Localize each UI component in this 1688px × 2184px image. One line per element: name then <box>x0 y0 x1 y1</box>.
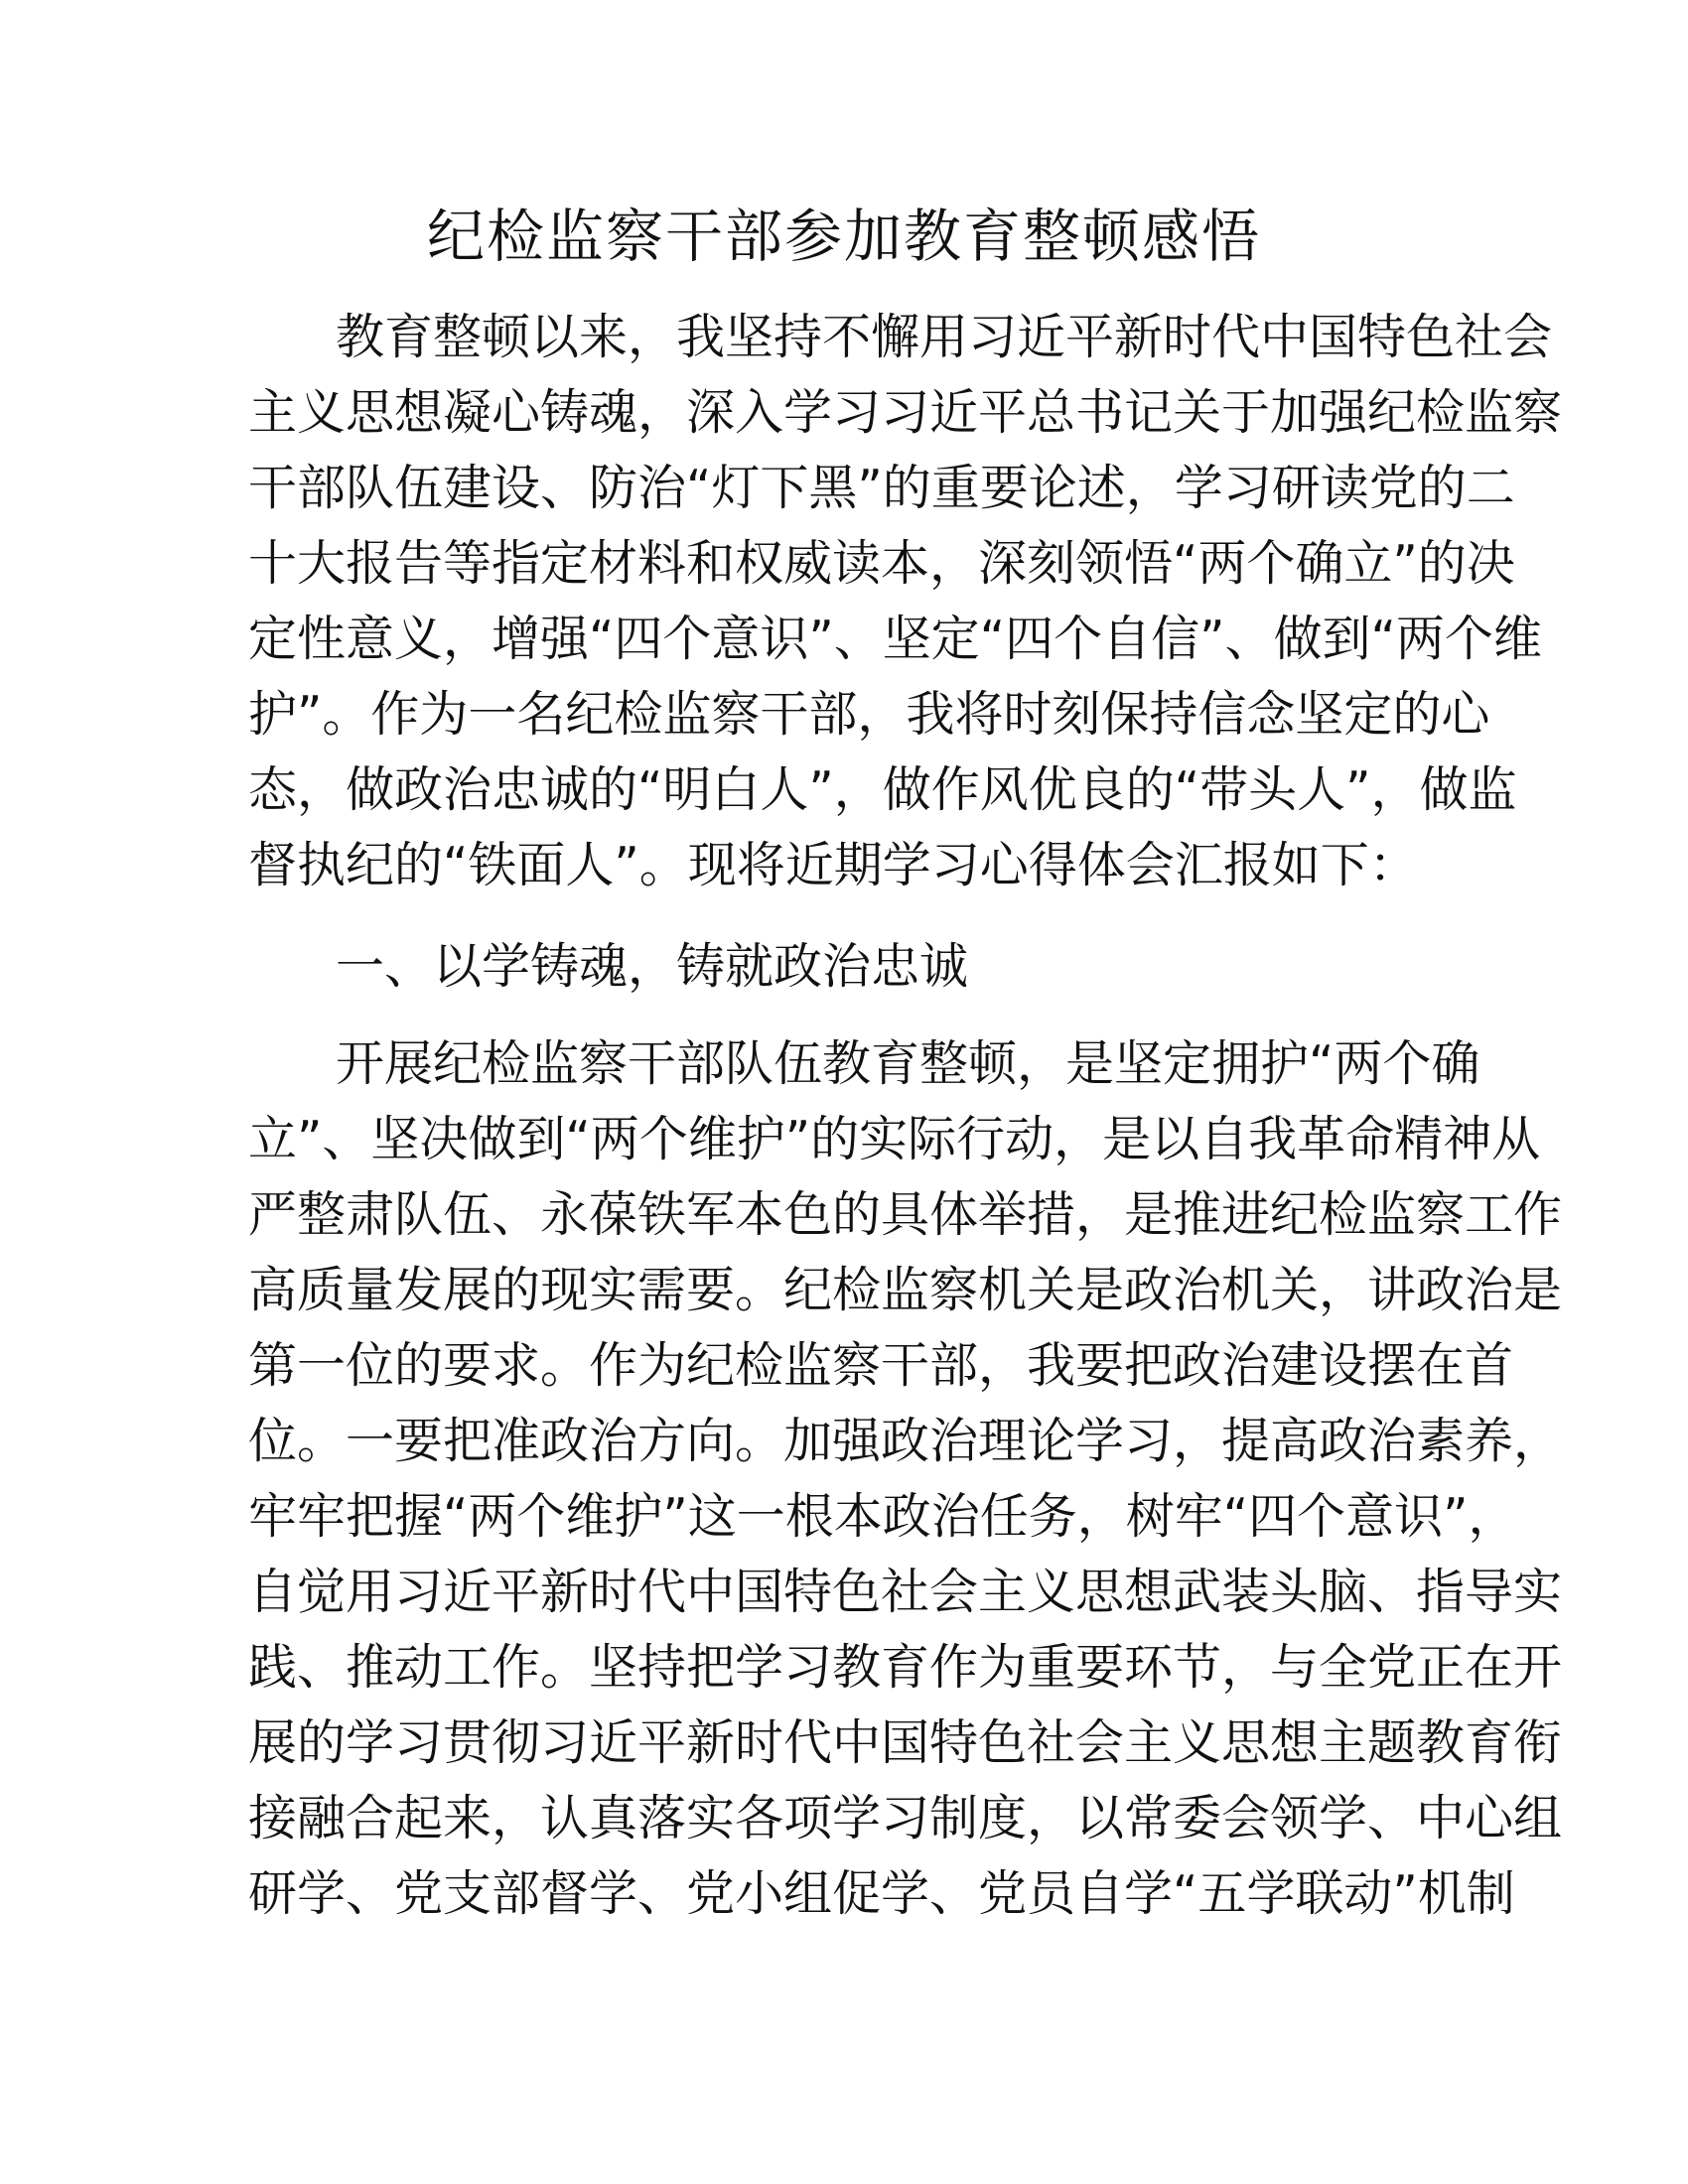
paragraph-line: 态，做政治忠诚的“明白人”，做作风优良的“带头人”，做监 <box>248 761 1517 818</box>
paragraph-line: 主义思想凝心铸魂，深入学习习近平总书记关于加强纪检监察 <box>248 384 1563 441</box>
paragraph-line: 定性意义，增强“四个意识”、坚定“四个自信”、做到“两个维 <box>248 611 1542 667</box>
paragraph-line: 督执纪的“铁面人”。现将近期学习心得体会汇报如下： <box>248 837 1418 893</box>
paragraph-2 <box>248 1026 1563 1932</box>
paragraph-line: 教育整顿以来，我坚持不懈用习近平新时代中国特色社会 <box>336 309 1553 365</box>
paragraph-line: 研学、党支部督学、党小组促学、党员自学“五学联动”机制 <box>248 1865 1515 1922</box>
document-title: 纪检监察干部参加教育整顿感悟 <box>426 203 1261 270</box>
paragraph-line: 开展纪检监察干部队伍教育整顿，是坚定拥护“两个确 <box>336 1035 1480 1092</box>
paragraph-line: 干部队伍建设、防治“灯下黑”的重要论述，学习研读党的二 <box>248 460 1515 516</box>
paragraph-line: 位。一要把准政治方向。加强政治理论学习，提高政治素养， <box>248 1413 1563 1469</box>
section-heading: 一、以学铸魂，铸就政治忠诚 <box>336 938 969 995</box>
paragraph-1 <box>248 300 1563 903</box>
paragraph-line: 接融合起来，认真落实各项学习制度，以常委会领学、中心组 <box>248 1790 1563 1846</box>
paragraph-line: 护”。作为一名纪检监察干部，我将时刻保持信念坚定的心 <box>248 686 1490 743</box>
paragraph-line: 立”、坚决做到“两个维护”的实际行动，是以自我革命精神从 <box>248 1111 1541 1167</box>
paragraph-line: 十大报告等指定材料和权威读本，深刻领悟“两个确立”的决 <box>248 535 1515 592</box>
paragraph-line: 展的学习贯彻习近平新时代中国特色社会主义思想主题教育衔 <box>248 1714 1563 1771</box>
paragraph-line: 第一位的要求。作为纪检监察干部，我要把政治建设摆在首 <box>248 1337 1514 1394</box>
paragraph-line: 牢牢把握“两个维护”这一根本政治任务，树牢“四个意识”， <box>248 1488 1517 1545</box>
paragraph-line: 践、推动工作。坚持把学习教育作为重要环节，与全党正在开 <box>248 1639 1563 1696</box>
paragraph-line: 自觉用习近平新时代中国特色社会主义思想武装头脑、指导实 <box>248 1564 1563 1620</box>
paragraph-line: 严整肃队伍、永葆铁军本色的具体举措，是推进纪检监察工作 <box>248 1186 1563 1243</box>
paragraph-line: 高质量发展的现实需要。纪检监察机关是政治机关，讲政治是 <box>248 1262 1563 1318</box>
